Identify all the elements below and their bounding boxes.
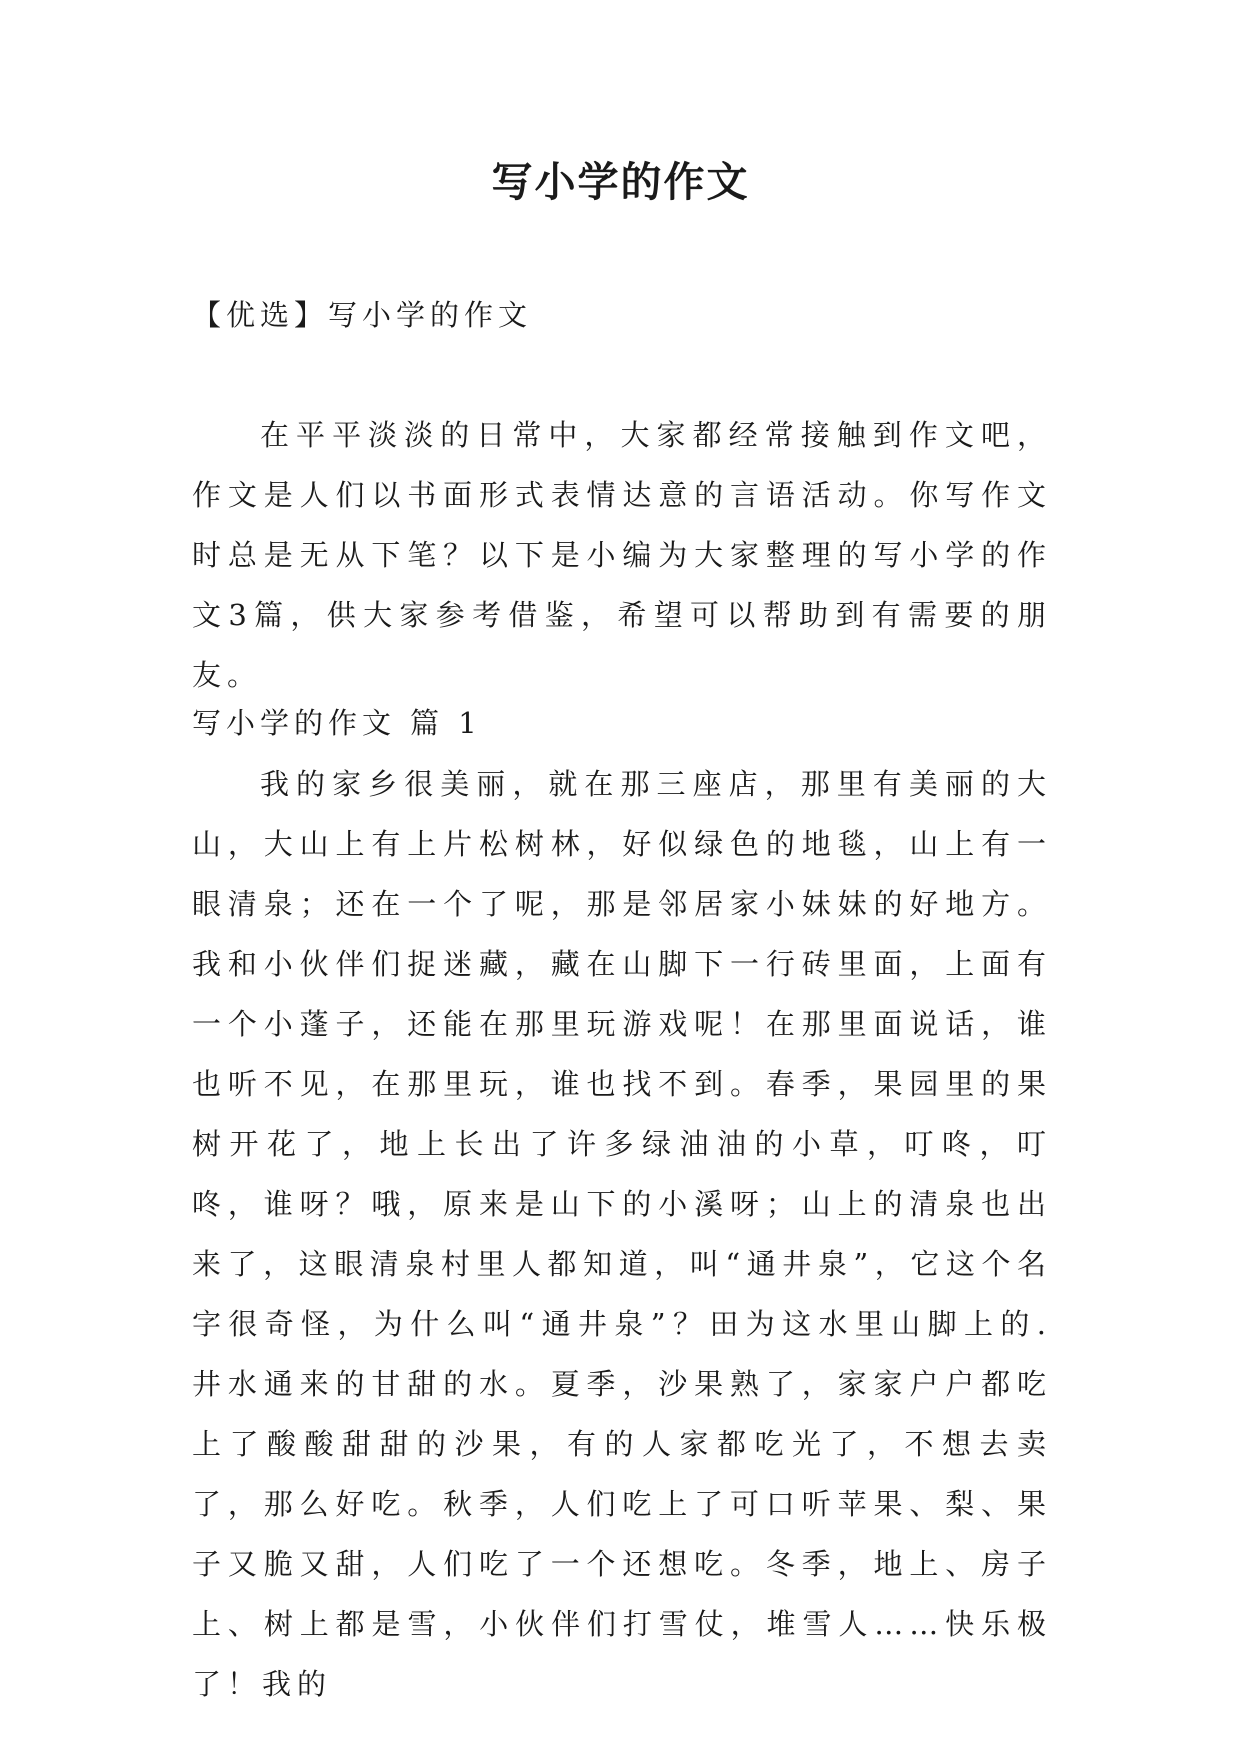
section-heading-label: 篇 1 <box>410 706 482 740</box>
document-subtitle: 【优选】写小学的作文 <box>192 298 533 332</box>
section-heading-title: 写小学的作文 <box>192 706 397 740</box>
section-body-paragraph: 我的家乡很美丽，就在那三座店，那里有美丽的大山，大山上有上片松树林，好似绿色的地毯，山上有一眼清泉；还在一个了呢，那是邻居家小妹妹的好地方。我和小伙伴们捉迷藏，藏在山脚下一行砖里面，上面有一个小蓬子，还能在那里玩游戏呢！在那里面说话，谁也听不见，在那里玩，谁也找不到。春季，果园里的果树开花了，地上长出了许多绿油油的小草，叮咚，叮咚，谁呀？哦，原来是山下的小溪呀；山上的清泉也出来了，这眼清泉村里人都知道，叫“通井泉”，它这个名字很奇怪，为什么叫“通井泉”？田为这水里山脚上的.井水通来的甘甜的水。夏季，沙果熟了，家家户户都吃上了酸酸甜甜的沙果，有的人家都吃光了，不想去卖了，那么好吃。秋季，人们吃上了可口听苹果、梨、果子又脆又甜，人们吃了一个还想吃。冬季，地上、房子上、树上都是雪，小伙伴们打雪仗，堆雪人……快乐极了！我的 <box>192 767 1052 1701</box>
document-title: 写小学的作文 <box>491 158 750 206</box>
intro-paragraph: 在平平淡淡的日常中，大家都经常接触到作文吧，作文是人们以书面形式表情达意的言语活动。你写作文时总是无从下笔？以下是小编为大家整理的写小学的作文3篇，供大家参考借鉴，希望可以帮助到有需要的朋友。 <box>192 418 1052 692</box>
section-heading <box>192 701 482 745</box>
